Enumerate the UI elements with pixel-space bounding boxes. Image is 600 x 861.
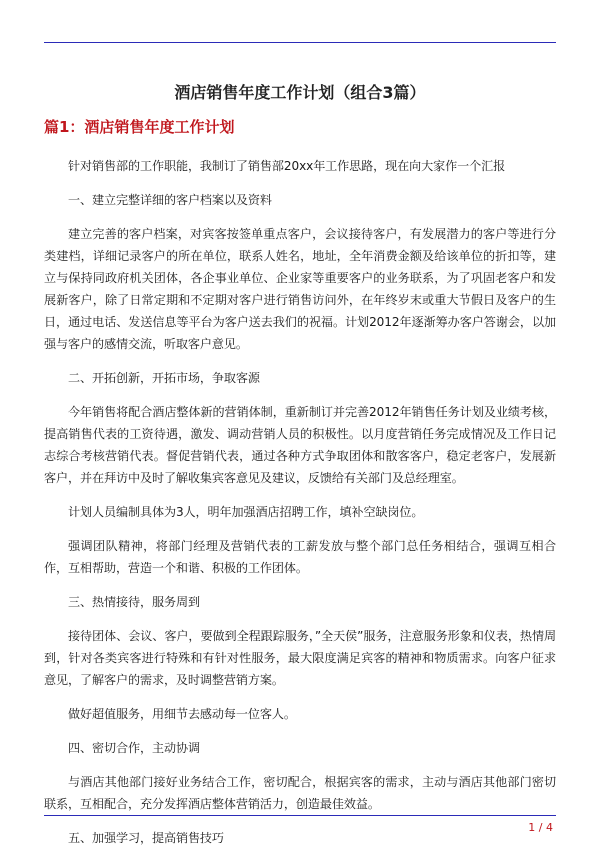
header-rule [44, 42, 556, 43]
heading-3: 三、热情接待，服务周到 [68, 595, 200, 609]
section-title: 篇1：酒店销售年度工作计划 [44, 118, 235, 136]
paragraph: 接待团体、会议、客户，要做到全程跟踪服务，”全天侯”服务，注意服务形象和仪表，热情周到，针对各类宾客进行特殊和有针对性服务，最大限度满足宾客的精神和物质需求。向客户征求意见，了解客户的需求，及时调整营销方案。 [44, 629, 556, 687]
heading-1: 一、建立完整详细的客户档案以及资料 [68, 193, 272, 207]
document-body [44, 155, 556, 861]
paragraph: 与酒店其他部门接好业务结合工作，密切配合，根据宾客的需求，主动与酒店其他部门密切联系，互相配合，充分发挥酒店整体营销活力，创造最佳效益。 [44, 775, 556, 811]
heading-5: 五、加强学习，提高销售技巧 [68, 831, 224, 845]
page-number: 1 / 4 [528, 821, 553, 834]
paragraph: 计划人员编制具体为3人，明年加强酒店招聘工作，填补空缺岗位。 [68, 505, 424, 519]
document-title: 酒店销售年度工作计划（组合3篇） [174, 83, 426, 102]
paragraph: 强调团队精神，将部门经理及营销代表的工薪发放与整个部门总任务相结合，强调互相合作，互相帮助，营造一个和谐、积极的工作团体。 [44, 539, 556, 575]
paragraph: 做好超值服务，用细节去感动每一位客人。 [68, 707, 296, 721]
heading-4: 四、密切合作，主动协调 [68, 741, 200, 755]
paragraph: 今年销售将配合酒店整体新的营销体制，重新制订并完善2012年销售任务计划及业绩考核，提高销售代表的工资待遇，激发、调动营销人员的积极性。以月度营销任务完成情况及工作日记志综合考核营销代表。督促营销代表，通过各种方式争取团体和散客客户，稳定老客户，发展新客户，并在拜访中及时了解收集宾客意见及建议，反馈给有关部门及总经理室。 [44, 405, 556, 485]
paragraph-intro: 针对销售部的工作职能，我制订了销售部20xx年工作思路，现在向大家作一个汇报 [68, 159, 506, 173]
paragraph: 建立完善的客户档案，对宾客按签单重点客户，会议接待客户，有发展潜力的客户等进行分类建档，详细记录客户的所在单位，联系人姓名，地址，全年消费金额及给该单位的折扣等，建立与保持同政府机关团体，各企事业单位、企业家等重要客户的业务联系，为了巩固老客户和发展新客户，除了日常定期和不定期对客户进行销售访问外，在年终岁末或重大节假日及客户的生日，通过电话、发送信息等平台为客户送去我们的祝福。计划2012年逐渐筹办客户答谢会，以加强与客户的感情交流，听取客户意见。 [44, 227, 556, 351]
heading-2: 二、开拓创新，开拓市场，争取客源 [68, 371, 260, 385]
footer-rule [44, 815, 556, 816]
